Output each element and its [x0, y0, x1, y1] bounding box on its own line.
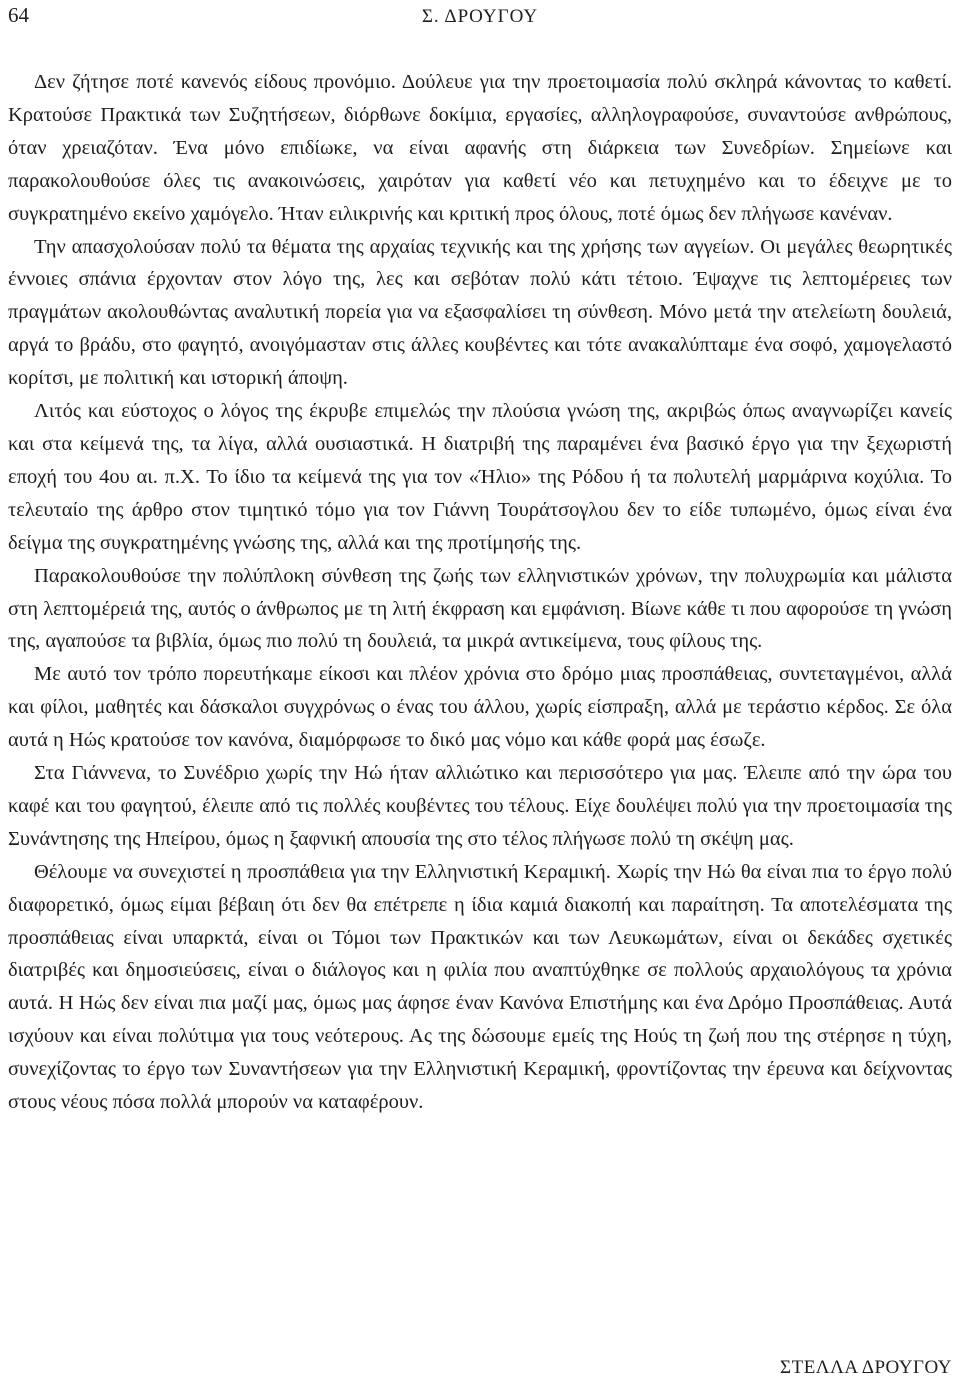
paragraph: Με αυτό τον τρόπο πορευτήκαμε είκοσι και πλέον χρόνια στο δρόμο μιας προσπάθειας, συντεταγμένοι, αλλά και φίλοι, μαθητές και δάσκαλοι συγχρόνως ο ένας του άλλου, χωρίς είσπραξη, αλλά με τεράστιο κέρδος. Σε όλα αυτά η Ηώς κρατούσε τον κανόνα, διαμόρφωσε το δικό μας νόμο και κάθε φορά μας έσωζε.	[8, 663, 952, 752]
author-signature: ΣΤΕΛΛΑ ΔΡΟΥΓΟΥ	[780, 1357, 952, 1378]
paragraph: Θέλουμε να συνεχιστεί η προσπάθεια για την Ελληνιστική Κεραμική. Χωρίς την Ηώ θα είναι πια το έργο πολύ διαφορετικό, όμως είμαι βέβαιη ότι δεν θα επέτρεπε η ίδια καμιά διακοπή και παραίτηση. Τα αποτελέσματα της προσπάθειας είναι υπαρκτά, είναι οι Τόμοι των Πρακτικών και των Λευκωμάτων, είναι οι δεκάδες σχετικές διατριβές και δημοσιεύσεις, είναι ο διάλογος και η φιλία που αναπτύχθηκε σε πολλούς αρχαιολόγους τα χρόνια αυτά. Η Ηώς δεν είναι πια μαζί μας, όμως μας άφησε έναν Κανόνα Επιστήμης και ένα Δρόμο Προσπάθειας. Αυτά ισχύουν και είναι πολύτιμα για τους νεότερους. Ας της δώσουμε εμείς της Ηούς τη ζωή που της στέρησε η τύχη, συνεχίζοντας το έργο των Συναντήσεων για την Ελληνιστική Κεραμική, φροντίζοντας την έρευνα και δείχνοντας στους νέους πόσα πολλά μπορούν να καταφέρουν.	[8, 860, 952, 1114]
page-number: 64	[8, 3, 29, 27]
paragraph: Λιτός και εύστοχος ο λόγος της έκρυβε επιμελώς την πλούσια γνώση της, ακριβώς όπως αναγνωρίζει κανείς και στα κείμενά της, τα λίγα, αλλά ουσιαστικά. Η διατριβή της παραμένει ένα βασικό έργο για την ξεχωριστή εποχή του 4ου αι. π.Χ. Το ίδιο τα κείμενά της για τον «Ήλιο» της Ρόδου ή τα πολυτελή μαρμάρινα κοχύλια. Το τελευταίο της άρθρο στον τιμητικό τόμο για τον Γιάννη Τουράτσογλου δεν το είδε τυπωμένο, όμως είναι ένα δείγμα της συγκρατημένης γνώσης της, αλλά και της προτίμησής της.	[8, 400, 952, 554]
paragraph: Την απασχολούσαν πολύ τα θέματα της αρχαίας τεχνικής και της χρήσης των αγγείων. Οι μεγάλες θεωρητικές έννοιες σπάνια έρχονταν στον λόγο της, λες και σεβόταν πολύ κάτι τέτοιο. Έψαχνε τις λεπτομέρειες των πραγμάτων ακολουθώντας αναλυτική πορεία για να εξασφαλίσει τη σύνθεση. Μόνο μετά την ατελείωτη δουλειά, αργά το βράδυ, στο φαγητό, ανοιγόμασταν στις άλλες κουβέντες και τότε ανακαλύπταμε ένα σοφό, χαμογελαστό κορίτσι, με πολιτική και ιστορική άποψη.	[8, 235, 952, 390]
running-head: Σ. ΔΡΟΥΓΟΥ	[421, 6, 539, 27]
paragraph: Παρακολουθούσε την πολύπλοκη σύνθεση της ζωής των ελληνιστικών χρόνων, την πολυχρωμία και μάλιστα στη λεπτομέρειά της, αυτός ο άνθρωπος με τη λιτή έκφραση και εμφάνιση. Βίωνε κάθε τι που αφορούσε τη γνώση της, αγαπούσε τα βιβλία, όμως πιο πολύ τη δουλειά, τα μικρά αντικείμενα, τους φίλους της.	[8, 564, 952, 653]
paragraph: Δεν ζήτησε ποτέ κανενός είδους προνόμιο. Δούλευε για την προετοιμασία πολύ σκληρά κάνοντας το καθετί. Κρατούσε Πρακτικά των Συζητήσεων, διόρθωνε δοκίμια, εργασίες, αλληλογραφούσε, συναντούσε ανθρώπους, όταν χρειαζόταν. Ένα μόνο επιδίωκε, να είναι αφανής στη διάρκεια των Συνεδρίων. Σημείωνε και παρακολουθούσε όλες τις ανακοινώσεις, χαιρόταν για καθετί νέο και πετυχημένο και το έδειχνε με το συγκρατημένο εκείνο χαμόγελο. Ήταν ειλικρινής και κριτική προς όλους, ποτέ όμως δεν πλήγωσε κανέναν.	[8, 71, 952, 225]
paragraph: Στα Γιάννενα, το Συνέδριο χωρίς την Ηώ ήταν αλλιώτικο και περισσότερο για μας. Έλειπε από την ώρα του καφέ και του φαγητού, έλειπε από τις πολλές κουβέντες του τέλους. Είχε δουλέψει πολύ για την προετοιμασία της Συνάντησης της Ηπείρου, όμως η ξαφνική απουσία της στο τέλος πλήγωσε πολύ τη σκέψη μας.	[8, 762, 952, 850]
article-body	[8, 66, 952, 1119]
page-header	[0, 0, 960, 40]
